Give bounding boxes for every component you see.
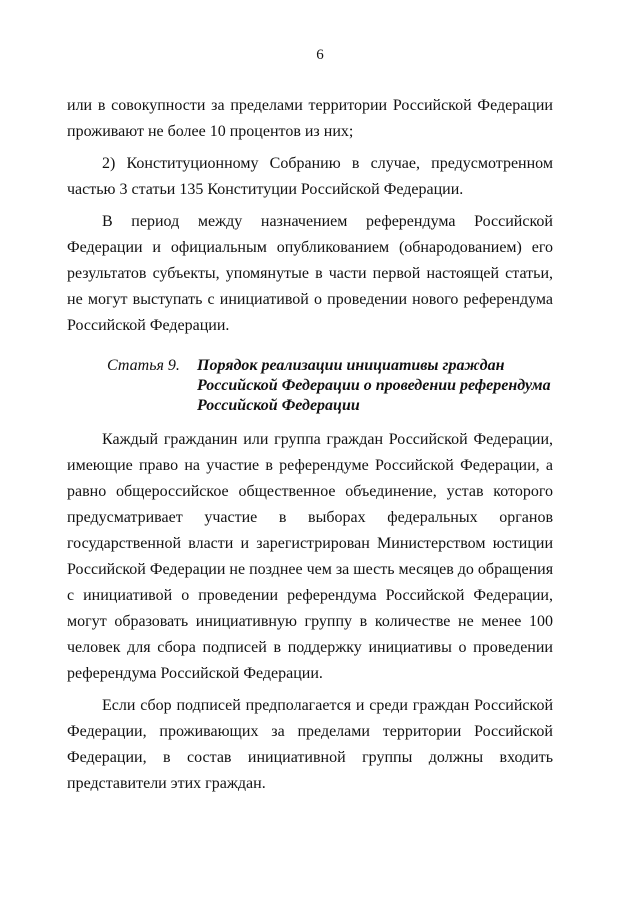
text-line: Федерации, в состав инициативной группы должны входить <box>67 749 553 766</box>
article-label: Статья 9. <box>107 357 180 374</box>
text-line: проживают не более 10 процентов из них; <box>67 123 354 140</box>
article-title-line: Российской Федерации о проведении референдума <box>197 377 551 394</box>
text-line: государственной власти и зарегистрирован Министерством юстиции <box>67 535 553 552</box>
text-line: человек для сбора подписей в поддержку инициативы о проведении <box>67 639 553 656</box>
text-line: 2) Конституционному Собранию в случае, предусмотренном <box>102 155 553 172</box>
text-line: равно общероссийское общественное объединение, устав которого <box>67 483 553 500</box>
text-line: предусматривает участие в выборах федеральных органов <box>67 509 553 526</box>
article-title-line: Российской Федерации <box>197 397 360 414</box>
text-line: частью 3 статьи 135 Конституции Российской Федерации. <box>67 181 464 198</box>
text-line: представители этих граждан. <box>67 775 266 792</box>
text-line: В период между назначением референдума Российской <box>102 213 553 230</box>
text-line: Федерации и официальным опубликованием (обнародованием) его <box>67 239 553 256</box>
text-line: могут образовать инициативную группу в количестве не менее 100 <box>67 613 553 630</box>
text-line: или в совокупности за пределами территории Российской Федерации <box>67 97 553 114</box>
text-line: Российской Федерации. <box>67 317 230 334</box>
text-line: Федерации, проживающих за пределами территории Российской <box>67 723 553 740</box>
text-line: Если сбор подписей предполагается и среди граждан Российской <box>102 697 553 714</box>
text-line: референдума Российской Федерации. <box>67 665 323 682</box>
text-line: не могут выступать с инициативой о проведении нового референдума <box>67 291 553 308</box>
text-line: с инициативой о проведении референдума Российской Федерации, <box>67 587 553 604</box>
text-line: Каждый гражданин или группа граждан Российской Федерации, <box>102 431 553 448</box>
text-line: результатов субъекты, упомянутые в части первой настоящей статьи, <box>67 265 553 282</box>
text-line: имеющие право на участие в референдуме Российской Федерации, а <box>67 457 553 474</box>
text-line: Российской Федерации не позднее чем за шесть месяцев до обращения <box>67 561 554 578</box>
article-title-line: Порядок реализации инициативы граждан <box>197 357 505 374</box>
page-number: 6 <box>316 47 324 63</box>
